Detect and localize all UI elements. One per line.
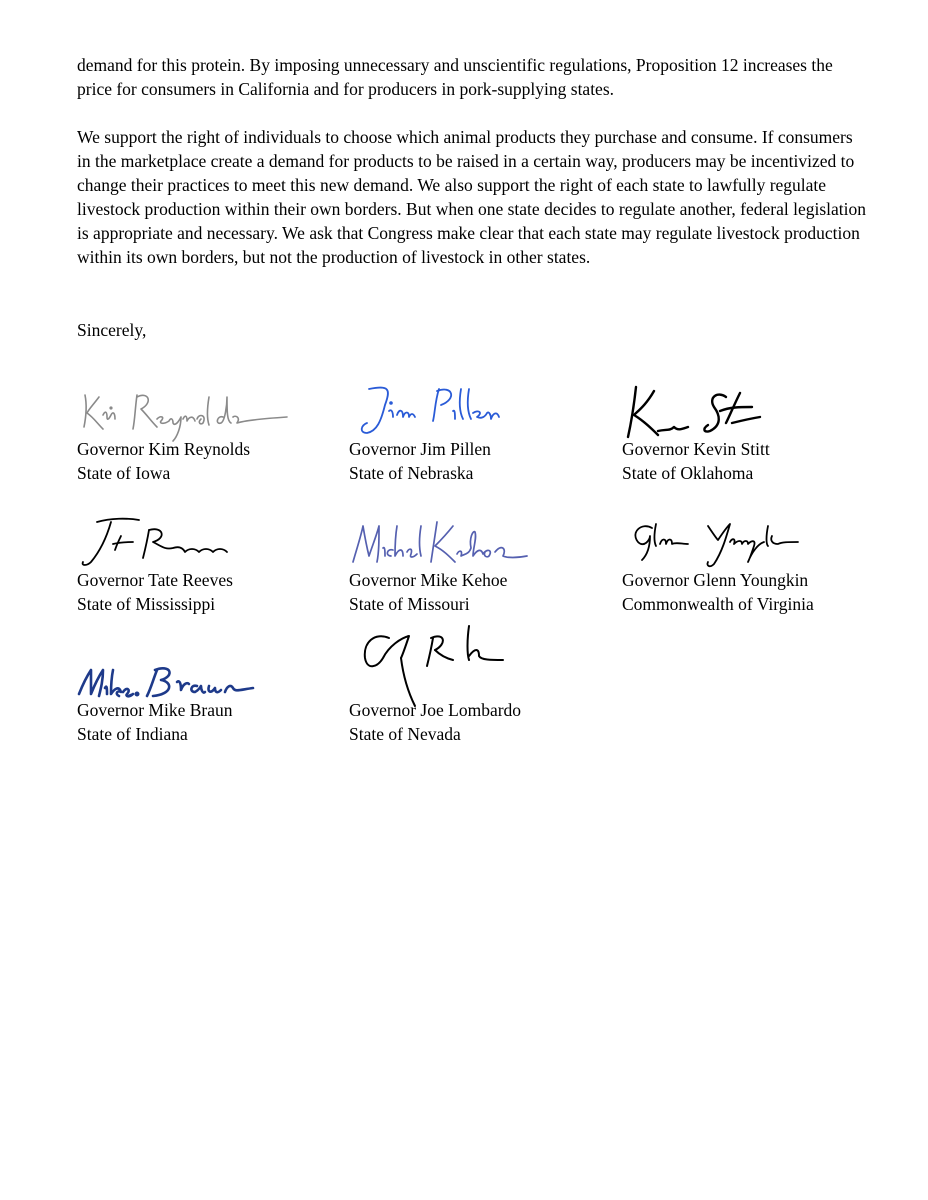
signer-name: Governor Tate Reeves [77,570,233,590]
signature-pillen [349,375,569,445]
signer-name: Governor Glenn Youngkin [622,570,809,590]
body-paragraph-1: demand for this protein. By imposing unnecessary and unscientific regulations, Proposition 12 increases the price for consumers in California and for producers in pork-supplying states. [77,55,833,99]
signature-lombardo-drawing [349,618,569,708]
signer-name: Governor Kevin Stitt [622,439,770,459]
signer-name: Governor Kim Reynolds [77,439,251,459]
signer-name: Governor Jim Pillen [349,439,491,459]
signer-state: State of Iowa [77,463,171,483]
signature-reynolds [77,375,297,445]
signer-name: Governor Mike Kehoe [349,570,508,590]
signature-reynolds-drawing [77,375,297,445]
signature-stitt [622,375,842,445]
signer-state: Commonwealth of Virginia [622,594,814,614]
signer-state: State of Mississippi [77,594,216,614]
closing-salutation: Sincerely, [77,320,147,340]
signer-state: State of Nebraska [349,463,474,483]
signature-lombardo [349,618,569,708]
signer-state: State of Oklahoma [622,463,754,483]
signature-stitt-drawing [622,375,842,445]
signer-name: Governor Joe Lombardo [349,700,522,720]
body-paragraph-2: We support the right of individuals to choose which animal products they purchase and consume. If consumers in the marketplace create a demand for products to be raised in a certain way, producers may be incentivized to change their practices to meet this new demand. We also support the right of each state to lawfully regulate livestock production within their own borders. But when one state decides to regulate another, federal legislation is appropriate and necessary. We ask that Congress make clear that each state may regulate livestock production within its own borders, but not the production of livestock in other states. [77,127,867,267]
signer-state: State of Missouri [349,594,470,614]
signer-state: State of Indiana [77,724,188,744]
signature-pillen-drawing [349,375,569,445]
signer-name: Governor Mike Braun [77,700,233,720]
signer-state: State of Nevada [349,724,461,744]
